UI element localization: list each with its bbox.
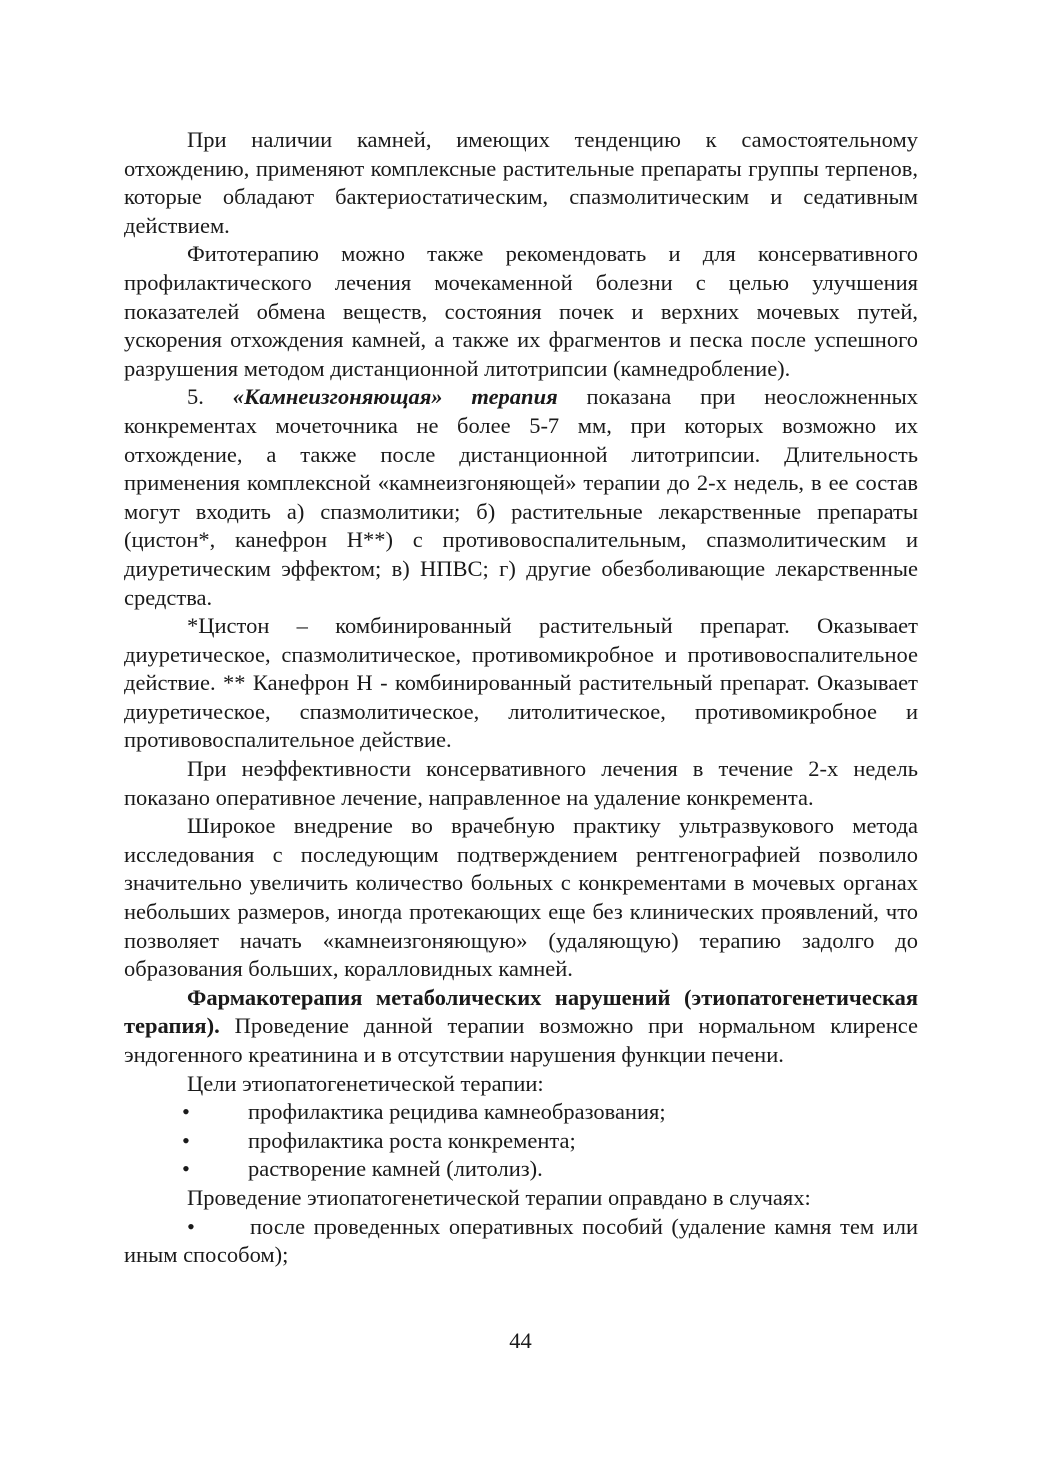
paragraph-stone-expelling-therapy — [124, 383, 918, 612]
list-item — [124, 1213, 918, 1270]
section-title: «Камнеизгоняющая» терапия — [232, 384, 558, 410]
bullet-icon: • — [182, 1156, 190, 1182]
paragraph-text: Проведение данной терапии возможно при нормальном клиренсе эндогенного креатинина и в отсутствии нарушения функции печени. — [124, 1013, 919, 1067]
bullet-icon: • — [182, 1127, 190, 1153]
paragraph-terpenes: При наличии камней, имеющих тенденцию к самостоятельному отхождению, применяют комплексные растительные препараты группы терпенов, которые обладают бактериостатическим, спазмолитическим и седативным действием. — [124, 127, 918, 238]
paragraph-surgery: При неэффективности консервативного лечения в течение 2-х недель показано оперативное лечение, направленное на удаление конкремента. — [124, 756, 918, 810]
list-item-text: после проведенных оперативных пособий (удаление камня тем или иным способом); — [124, 1213, 918, 1268]
list-item-text: профилактика рецидива камнеобразования; — [248, 1099, 666, 1125]
list-item — [124, 1127, 918, 1156]
page-number: 44 — [509, 1328, 532, 1353]
paragraph-goals-heading: Цели этиопатогенетической терапии: — [187, 1070, 544, 1096]
bullet-icon: • — [187, 1213, 195, 1239]
paragraph-footnote-drugs: *Цистон – комбинированный растительный препарат. Оказывает диуретическое, спазмолитическое, противомикробное и противовоспалительное действие. ** Канефрон Н - комбинированный растительный препарат. Оказывает диуретическое, спазмолитическое, литолитическое, противомикробное и противовоспалительное действие. — [124, 613, 918, 753]
list-item — [124, 1098, 918, 1127]
list-item-text: профилактика роста конкремента; — [248, 1127, 576, 1153]
bullet-icon: • — [182, 1099, 190, 1125]
paragraph-cases-heading: Проведение этиопатогенетической терапии оправдано в случаях: — [187, 1184, 811, 1210]
section-title: Фармакотерапия метаболических нарушений (этиопатогенетическая терапия). — [124, 984, 918, 1039]
paragraph-pharmacotherapy — [124, 984, 918, 1070]
document-body — [124, 126, 918, 1270]
paragraph-ultrasound: Широкое внедрение во врачебную практику ультразвукового метода исследования с последующим подтверждением рентгенографией позволило значительно увеличить количество больных с конкрементами в мочевых органах небольших размеров, иногда протекающих еще без клинических проявлений, что позволяет начать «камнеизгоняющую» (удаляющую) терапию задолго до образования больших, коралловидных камней. — [124, 813, 918, 982]
list-item — [124, 1155, 918, 1184]
paragraph-phytotherapy: Фитотерапию можно также рекомендовать и для консервативного профилактического лечения мочекаменной болезни с целью улучшения показателей обмена веществ, состояния почек и верхних мочевых путей, ускорения отхождения камней, а также их фрагментов и песка после успешного разрушения методом дистанционной литотрипсии (камнедробление). — [124, 241, 918, 381]
paragraph-text: показана при неосложненных конкрементах мочеточника не более 5-7 мм, при которых возможно их отхождение, а также после дистанционной литотрипсии. Длительность применения комплексной «камнеизгоняющей» терапии до 2-х недель, в ее состав могут входить а) спазмолитики; б) растительные лекарственные препараты (цистон*, канефрон Н**) с противовоспалительным, спазмолитическим и диуретическим эффектом; в) НПВС; г) другие обезболивающие лекарственные средства. — [124, 384, 919, 610]
list-item-text: растворение камней (литолиз). — [248, 1156, 543, 1182]
item-number: 5. — [187, 384, 204, 410]
